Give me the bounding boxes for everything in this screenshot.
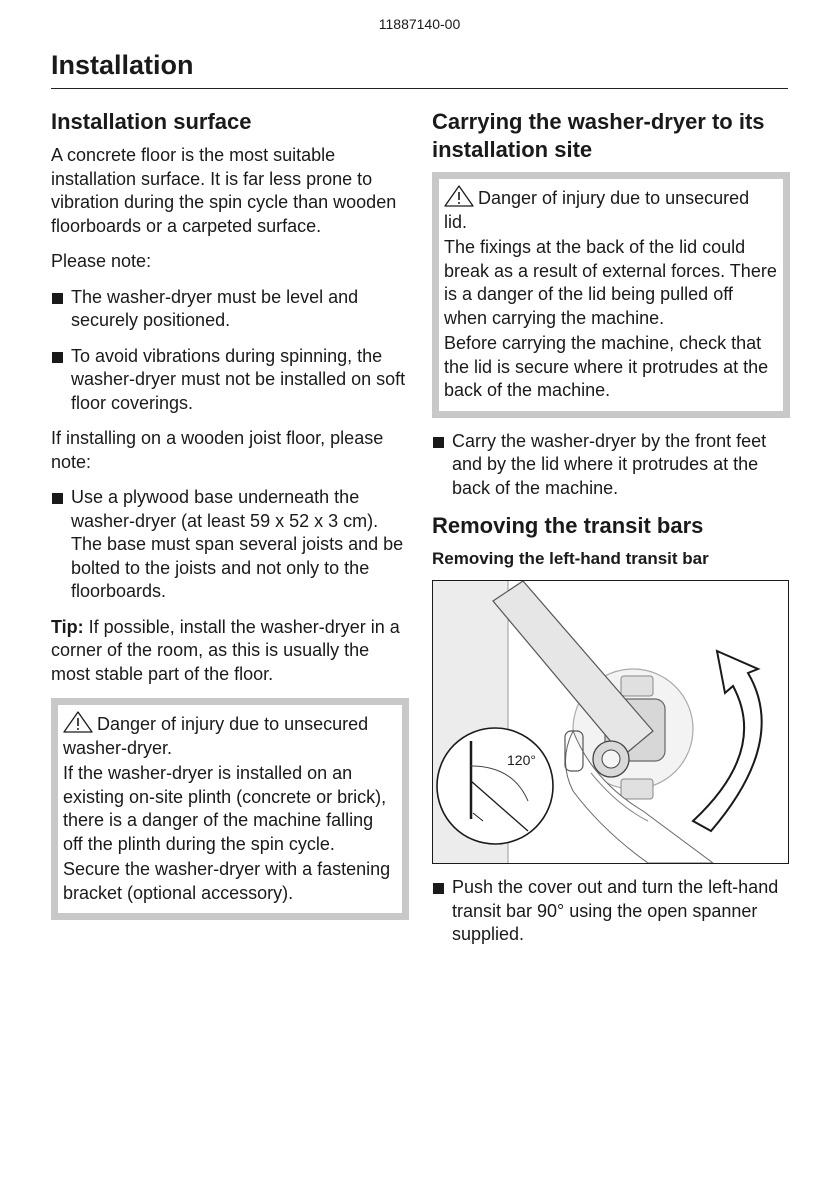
warning-box [432,172,790,418]
section-heading-transit-bars: Removing the transit bars [432,513,704,538]
section-heading-installation-surface: Installation surface [51,109,252,134]
warning-title [63,711,396,760]
list-item [51,345,409,416]
warning-body: If the washer-dryer is installed on an existing on-site plinth (concrete or brick), there is a danger of the machine falling off the plinth during the spin cycle. [63,763,387,854]
joist-intro-paragraph: If installing on a wooden joist floor, please note: [51,428,384,472]
bullet-list [432,876,790,947]
right-column [432,108,790,959]
section-heading-carrying: Carrying the washer-dryer to its installation site [432,109,765,162]
list-item-text: Use a plywood base underneath the washer-dryer (at least 59 x 52 x 3 cm). The base must span several joists and be bolted to the joists and not only to the floorboards. [71,487,404,601]
page-title: Installation [51,50,194,80]
warning-triangle-icon [444,185,474,207]
transit-bar-drawing [433,581,788,863]
bullet-square-icon [52,352,63,363]
warning-body: The fixings at the back of the lid could break as a result of external forces. There is a danger of the lid being pulled off when carrying the machine. [444,237,777,328]
list-item-text: The washer-dryer must be level and securely positioned. [71,286,359,330]
tip-paragraph [51,616,409,687]
subheading-left-transit-bar: Removing the left-hand transit bar [432,549,709,568]
warning-title-text: Danger of injury due to unsecured washer-dryer. [63,714,369,758]
tip-label: Tip: [51,616,84,637]
document-number: 11887140-00 [378,16,461,32]
warning-box [51,698,409,920]
warning-title-text: Danger of injury due to unsecured lid. [444,188,750,232]
bullet-list [432,430,790,501]
left-column [51,108,409,932]
warning-triangle-icon [63,711,93,733]
warning-body: Before carrying the machine, check that the lid is secure where it protrudes at the back of the machine. [444,333,769,400]
warning-body: Secure the washer-dryer with a fastening bracket (optional accessory). [63,859,391,903]
transit-bar-illustration [432,580,789,864]
list-item [432,876,790,947]
bullet-list [51,486,409,604]
title-divider [51,88,788,89]
list-item-text: Carry the washer-dryer by the front feet and by the lid where it protrudes at the back of the machine. [452,430,767,498]
note-label: Please note: [51,251,152,271]
bullet-square-icon [433,437,444,448]
list-item [51,486,409,604]
bullet-square-icon [52,493,63,504]
tip-text: If possible, install the washer-dryer in a corner of the room, as this is usually the most stable part of the floor. [51,616,400,684]
list-item-text: To avoid vibrations during spinning, the washer-dryer must not be installed on soft floor coverings. [71,345,406,413]
warning-title [444,185,777,234]
angle-label: 120° [507,752,536,768]
bullet-list [51,286,409,416]
list-item-text: Push the cover out and turn the left-hand transit bar 90° using the open spanner supplied. [452,877,779,944]
list-item [432,430,790,501]
bullet-square-icon [52,293,63,304]
bullet-square-icon [433,883,444,894]
list-item [51,286,409,333]
intro-paragraph: A concrete floor is the most suitable installation surface. It is far less prone to vibration during the spin cycle than wooden floorboards or a carpeted surface. [51,145,397,236]
